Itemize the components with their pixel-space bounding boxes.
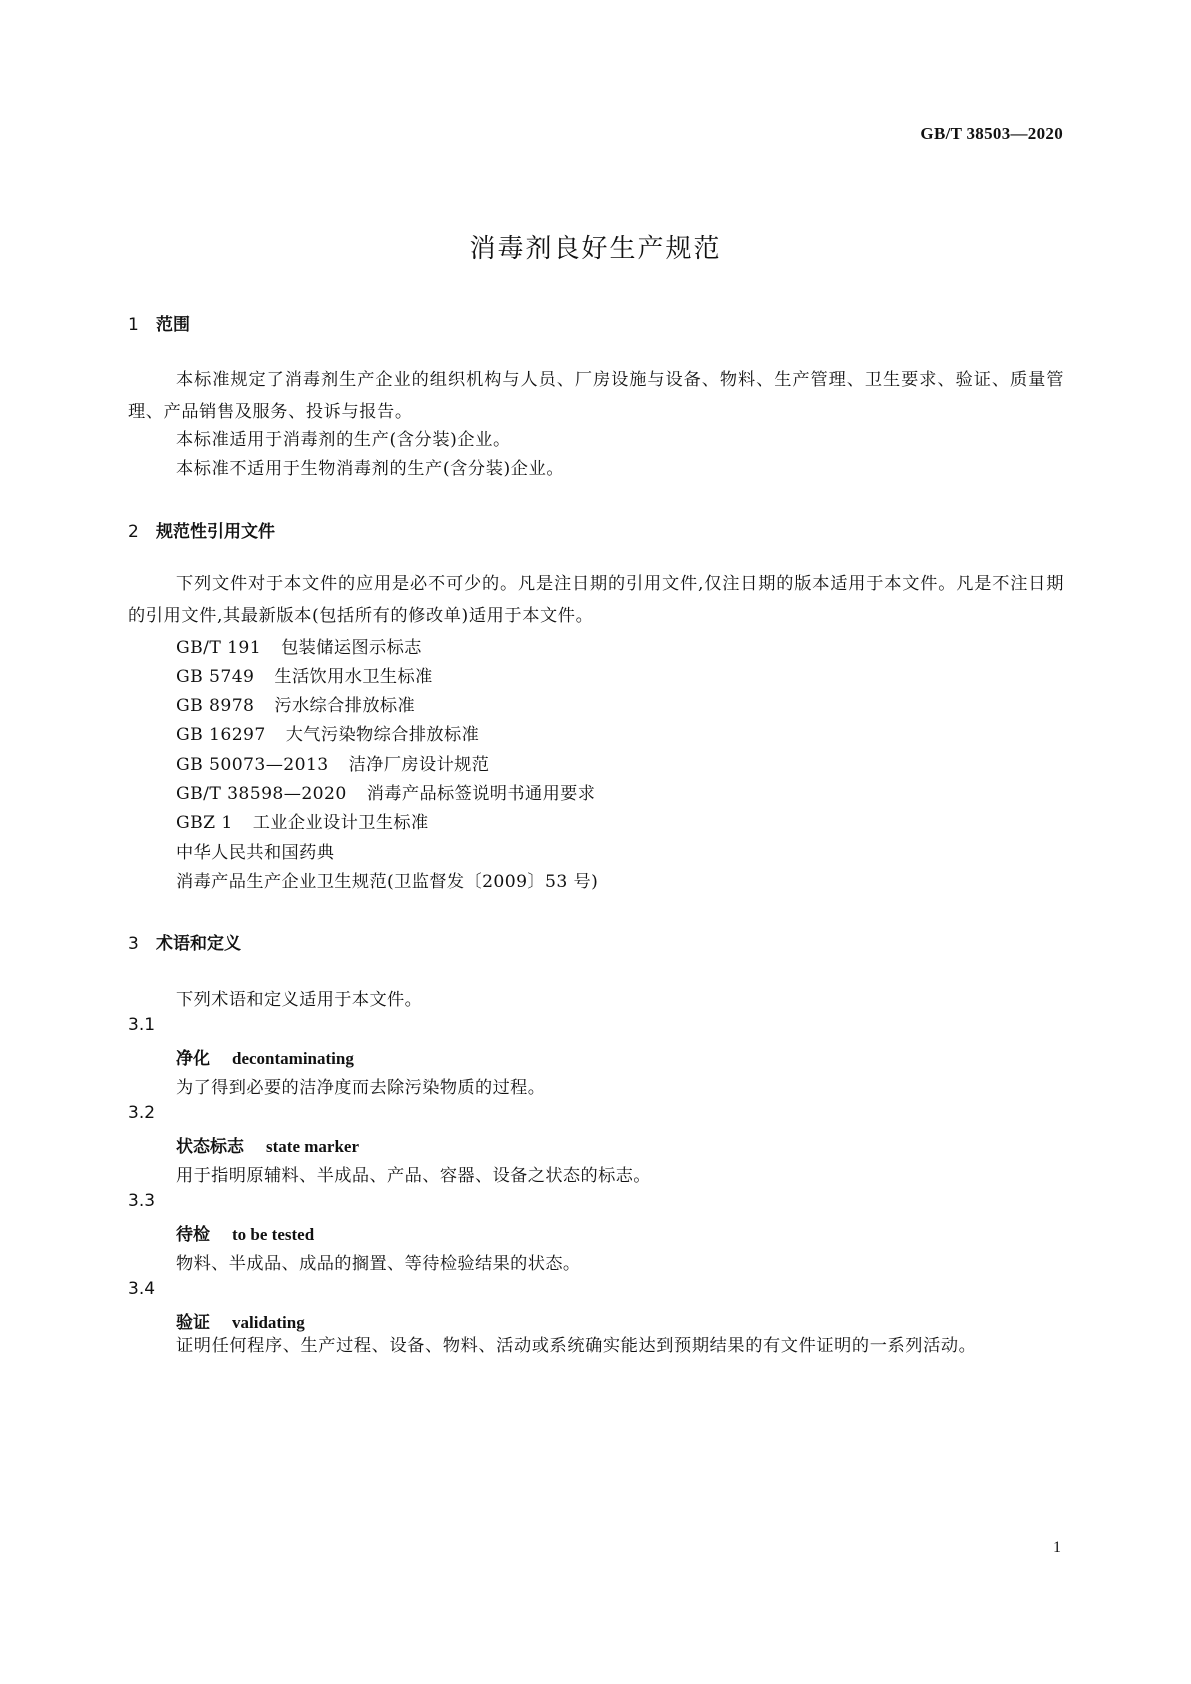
term-number: 3.2 — [128, 1103, 156, 1123]
term-heading — [176, 1220, 314, 1245]
reference-code: GB 5749 — [176, 667, 255, 687]
scope-paragraph: 本标准不适用于生物消毒剂的生产(含分装)企业。 — [176, 459, 565, 479]
term-number: 3.1 — [128, 1015, 156, 1035]
reference-item — [176, 750, 489, 775]
term-zh: 净化 — [176, 1049, 210, 1069]
reference-code: GB/T 38598—2020 — [176, 784, 347, 804]
term-zh: 状态标志 — [176, 1137, 244, 1157]
standard-number: GB/T 38503—2020 — [920, 124, 1063, 143]
reference-item — [176, 662, 433, 687]
section-title: 范围 — [156, 315, 190, 335]
reference-item — [176, 633, 422, 658]
reference-title: 大气污染物综合排放标准 — [285, 725, 480, 745]
reference-title: 洁净厂房设计规范 — [348, 755, 490, 775]
reference-title: 工业企业设计卫生标准 — [252, 813, 429, 833]
reference-item: 中华人民共和国药典 — [176, 843, 335, 863]
reference-item — [176, 808, 429, 833]
term-en: state marker — [266, 1137, 359, 1156]
term-en: validating — [232, 1313, 305, 1332]
reference-title: 包装储运图示标志 — [281, 638, 422, 658]
reference-code: GB 50073—2013 — [176, 755, 329, 775]
term-zh: 验证 — [176, 1313, 210, 1333]
reference-code: GBZ 1 — [176, 813, 233, 833]
term-en: to be tested — [232, 1225, 315, 1244]
term-definition: 用于指明原辅料、半成品、产品、容器、设备之状态的标志。 — [176, 1166, 651, 1186]
section-title: 术语和定义 — [156, 934, 241, 954]
scope-paragraph: 本标准规定了消毒剂生产企业的组织机构与人员、厂房设施与设备、物料、生产管理、卫生要求、验证、质量管理、产品销售及服务、投诉与报告。 — [128, 370, 1064, 422]
section-heading-scope — [128, 310, 190, 335]
section-number: 2 — [128, 522, 139, 542]
term-definition: 证明任何程序、生产过程、设备、物料、活动或系统确实能达到预期结果的有文件证明的一系列活动。 — [176, 1336, 977, 1356]
term-number: 3.3 — [128, 1191, 156, 1211]
reference-item: 消毒产品生产企业卫生规范(卫监督发〔2009〕53 号) — [176, 872, 599, 892]
reference-title: 消毒产品标签说明书通用要求 — [366, 784, 596, 804]
term-en: decontaminating — [232, 1049, 354, 1068]
reference-code: GB/T 191 — [176, 638, 262, 658]
reference-item — [176, 720, 479, 745]
term-definition: 物料、半成品、成品的搁置、等待检验结果的状态。 — [176, 1254, 581, 1274]
terms-intro: 下列术语和定义适用于本文件。 — [176, 990, 423, 1010]
document-title: 消毒剂良好生产规范 — [469, 234, 722, 264]
page-number: 1 — [1053, 1539, 1061, 1556]
reference-item — [176, 691, 415, 716]
reference-title: 生活饮用水卫生标准 — [274, 667, 433, 687]
term-heading — [176, 1044, 354, 1069]
reference-code: GB 8978 — [176, 696, 255, 716]
term-number: 3.4 — [128, 1279, 156, 1299]
reference-code: GB 16297 — [176, 725, 266, 745]
references-intro: 下列文件对于本文件的应用是必不可少的。凡是注日期的引用文件,仅注日期的版本适用于本文件。凡是不注日期的引用文件,其最新版本(包括所有的修改单)适用于本文件。 — [128, 574, 1064, 626]
term-zh: 待检 — [176, 1225, 210, 1245]
section-title: 规范性引用文件 — [156, 522, 275, 542]
section-heading-terms-and-definitions — [128, 929, 241, 954]
term-definition: 为了得到必要的洁净度而去除污染物质的过程。 — [176, 1078, 546, 1098]
section-heading-normative-references — [128, 517, 275, 542]
section-number: 1 — [128, 315, 139, 335]
reference-title: 污水综合排放标准 — [274, 696, 416, 716]
term-heading — [176, 1132, 359, 1157]
section-number: 3 — [128, 934, 139, 954]
scope-paragraph: 本标准适用于消毒剂的生产(含分装)企业。 — [176, 430, 511, 450]
reference-item — [176, 779, 595, 804]
